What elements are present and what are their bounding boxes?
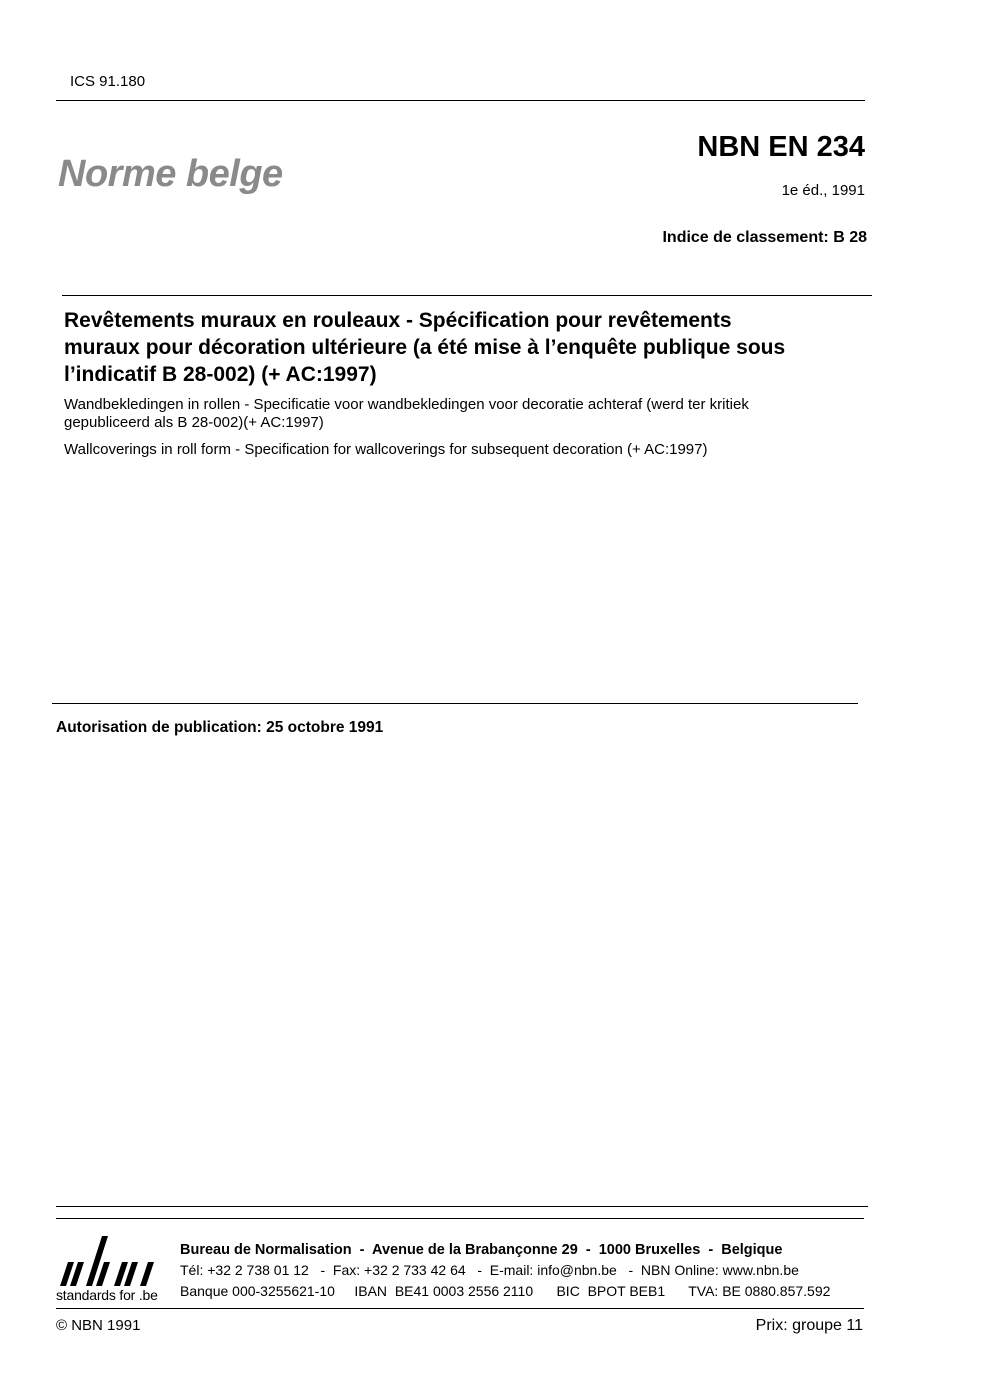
title-french-line: muraux pour décoration ultérieure (a été mise à l’enquête publique sous [64, 336, 786, 359]
footer-rule-top [56, 1206, 868, 1207]
title-english: Wallcoverings in roll form - Specification for wallcoverings for subsequent decoration (+ AC:1997) [64, 441, 708, 458]
title-french-line: l’indicatif B 28-002) (+ AC:1997) [64, 363, 377, 386]
header-rule [56, 100, 865, 101]
title-dutch [64, 396, 854, 432]
classification-index: Indice de classement: B 28 [662, 229, 867, 246]
norme-belge-label: Norme belge [58, 153, 283, 195]
edition-info: 1e éd., 1991 [781, 182, 865, 199]
footer-rule-bottom [56, 1308, 864, 1309]
title-rule [62, 295, 872, 296]
title-dutch-line: Wandbekledingen in rollen - Specificatie voor wandbekledingen voor decoratie achteraf (werd ter kritiek [64, 396, 749, 413]
nbn-logo-strokes [60, 1236, 154, 1286]
title-dutch-line: gepubliceerd als B 28-002)(+ AC:1997) [64, 414, 324, 431]
publication-authorisation: Autorisation de publication: 25 octobre 1991 [56, 719, 384, 736]
footer-contact: Tél: +32 2 738 01 12 - Fax: +32 2 733 42 64 - E-mail: info@nbn.be - NBN Online: www.nbn.be [180, 1262, 799, 1278]
footer-bank: Banque 000-3255621-10 IBAN BE41 0003 2556 2110 BIC BPOT BEB1 TVA: BE 0880.857.592 [180, 1283, 831, 1299]
title-french-line: Revêtements muraux en rouleaux - Spécification pour revêtements [64, 309, 732, 332]
nbn-logo-tagline [56, 1287, 158, 1303]
price-group: Prix: groupe 11 [755, 1317, 863, 1334]
body-rule [52, 703, 858, 704]
ics-code: ICS 91.180 [70, 73, 146, 90]
tagline-part: standards [56, 1287, 120, 1303]
tagline-part: for [119, 1287, 136, 1303]
footer-rule-second [56, 1218, 864, 1219]
tagline-part: .be [135, 1287, 158, 1303]
title-french [64, 307, 884, 388]
footer-address: Bureau de Normalisation - Avenue de la Brabançonne 29 - 1000 Bruxelles - Belgique [180, 1242, 783, 1258]
copyright: © NBN 1991 [56, 1317, 141, 1334]
standard-number: NBN EN 234 [697, 131, 865, 163]
